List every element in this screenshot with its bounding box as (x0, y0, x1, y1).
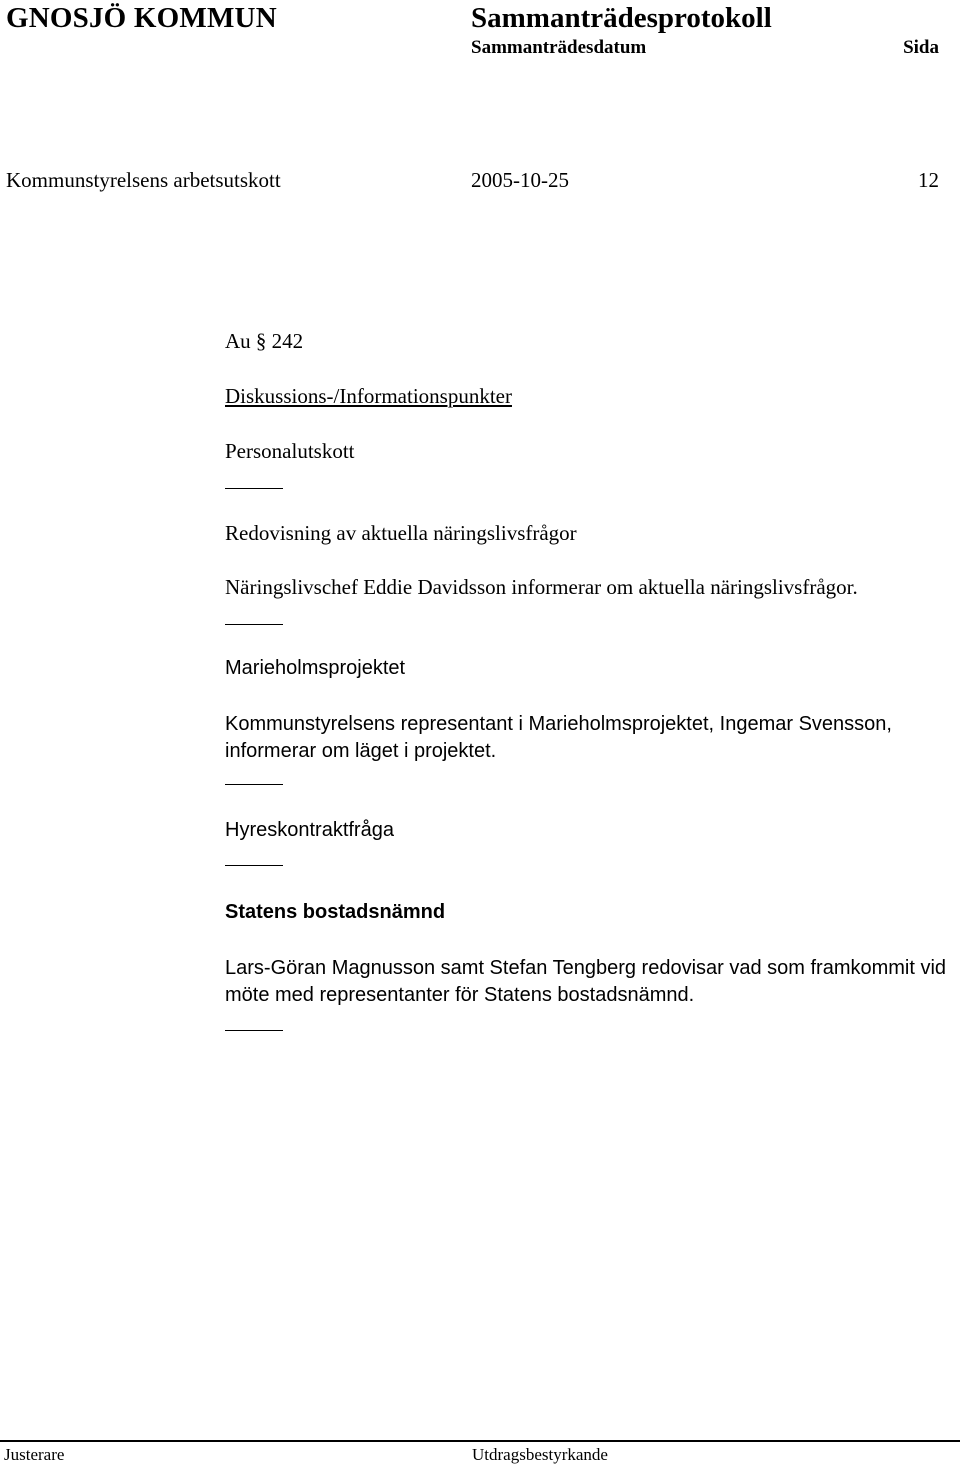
extract-certification-label: Utdragsbestyrkande (472, 1445, 608, 1464)
item-text: Kommunstyrelsens representant i Marieholmsprojektet, Ingemar Svensson, informerar om läget i projektet. (225, 713, 892, 762)
footer-rule (0, 1440, 960, 1442)
item-text: Lars-Göran Magnusson samt Stefan Tengberg redovisar vad som framkommit vid möte med representanter för Statens bostadsnämnd. (225, 957, 947, 1006)
meeting-date-label: Sammanträdesdatum (471, 37, 647, 58)
item-text: Näringslivschef Eddie Davidsson informerar om aktuella näringslivsfrågor. (225, 575, 858, 599)
adjuster-label: Justerare (4, 1445, 65, 1464)
committee-name: Kommunstyrelsens arbetsutskott (6, 168, 281, 192)
case-number: Au § 242 (225, 329, 304, 353)
item-title: Statens bostadsnämnd (225, 901, 446, 923)
meeting-date: 2005-10-25 (471, 168, 569, 192)
section-subheading: Personalutskott (225, 439, 355, 463)
separator-rule (225, 865, 283, 866)
organization-name: GNOSJÖ KOMMUN (6, 2, 277, 34)
item-title: Hyreskontraktfråga (225, 819, 394, 841)
document-type: Sammanträdesprotokoll (471, 2, 772, 34)
section-heading: Diskussions-/Informationspunkter (225, 384, 512, 408)
separator-rule (225, 784, 283, 785)
page-number: 12 (918, 168, 939, 192)
separator-rule (225, 624, 283, 625)
item-title: Marieholmsprojektet (225, 657, 406, 679)
item-title: Redovisning av aktuella näringslivsfrågor (225, 521, 577, 545)
separator-rule (225, 1030, 283, 1031)
page-label: Sida (903, 37, 939, 58)
separator-rule (225, 488, 283, 489)
